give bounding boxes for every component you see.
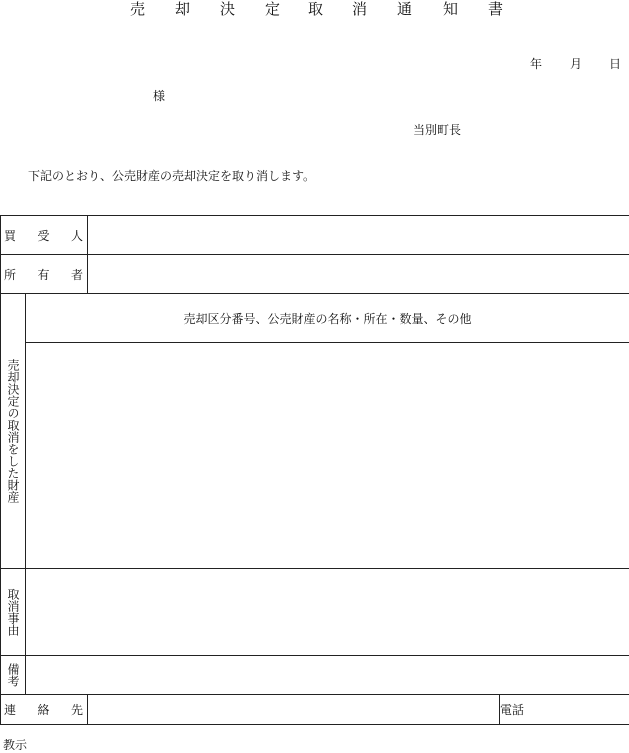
owner-label-char: 者	[71, 266, 83, 283]
remarks-label-cell	[1, 656, 26, 695]
property-body-row	[1, 343, 629, 569]
title-char: 定	[265, 0, 281, 19]
contact-label-char: 連	[4, 701, 16, 718]
contact-label-char: 絡	[38, 701, 50, 718]
owner-value-cell[interactable]	[88, 255, 629, 294]
contact-value-cell[interactable]	[88, 695, 500, 725]
buyer-label-char: 買	[4, 227, 16, 244]
phone-label: 電話	[500, 703, 524, 717]
reason-label: 取消事由	[6, 588, 20, 636]
title-char: 知	[443, 0, 459, 19]
cancellation-form-table	[0, 215, 629, 725]
title-char: 通	[397, 0, 413, 19]
contact-label-char: 先	[71, 701, 83, 718]
property-header-row	[1, 294, 629, 343]
remarks-label: 備考	[6, 663, 20, 687]
owner-label-cell	[1, 255, 88, 294]
addressee-suffix: 様	[153, 87, 165, 104]
date-day: 日	[609, 55, 621, 72]
contact-row	[1, 695, 629, 725]
title-char: 却	[175, 0, 191, 19]
title-char: 取	[308, 0, 324, 19]
buyer-label-char: 受	[38, 227, 50, 244]
date-year: 年	[530, 55, 542, 72]
phone-cell[interactable]	[500, 695, 629, 725]
buyer-label-char: 人	[71, 227, 83, 244]
reason-value-cell[interactable]	[26, 569, 629, 656]
buyer-row	[1, 216, 629, 255]
title-char: 決	[220, 0, 236, 19]
property-header-cell	[26, 294, 629, 343]
reason-row	[1, 569, 629, 656]
property-label: 売却決定の取消をした財産	[6, 359, 20, 503]
property-header: 売却区分番号、公売財産の名称・所在・数量、その他	[184, 312, 472, 326]
buyer-label-cell	[1, 216, 88, 255]
property-label-cell	[1, 294, 26, 569]
owner-row	[1, 255, 629, 294]
reason-label-cell	[1, 569, 26, 656]
property-value-cell[interactable]	[26, 343, 629, 569]
owner-label-char: 所	[4, 266, 16, 283]
contact-label-cell	[1, 695, 88, 725]
buyer-value-cell[interactable]	[88, 216, 629, 255]
title-char: 消	[352, 0, 368, 19]
issuer-name: 当別町長	[413, 121, 461, 138]
title-char: 売	[130, 0, 146, 19]
title-char: 書	[488, 0, 504, 19]
remarks-row	[1, 656, 629, 695]
intro-text: 下記のとおり、公売財産の売却決定を取り消します。	[28, 167, 315, 184]
date-month: 月	[570, 55, 582, 72]
remarks-value-cell[interactable]	[26, 656, 629, 695]
owner-label-char: 有	[38, 266, 50, 283]
footer-note: 教示	[3, 736, 27, 753]
